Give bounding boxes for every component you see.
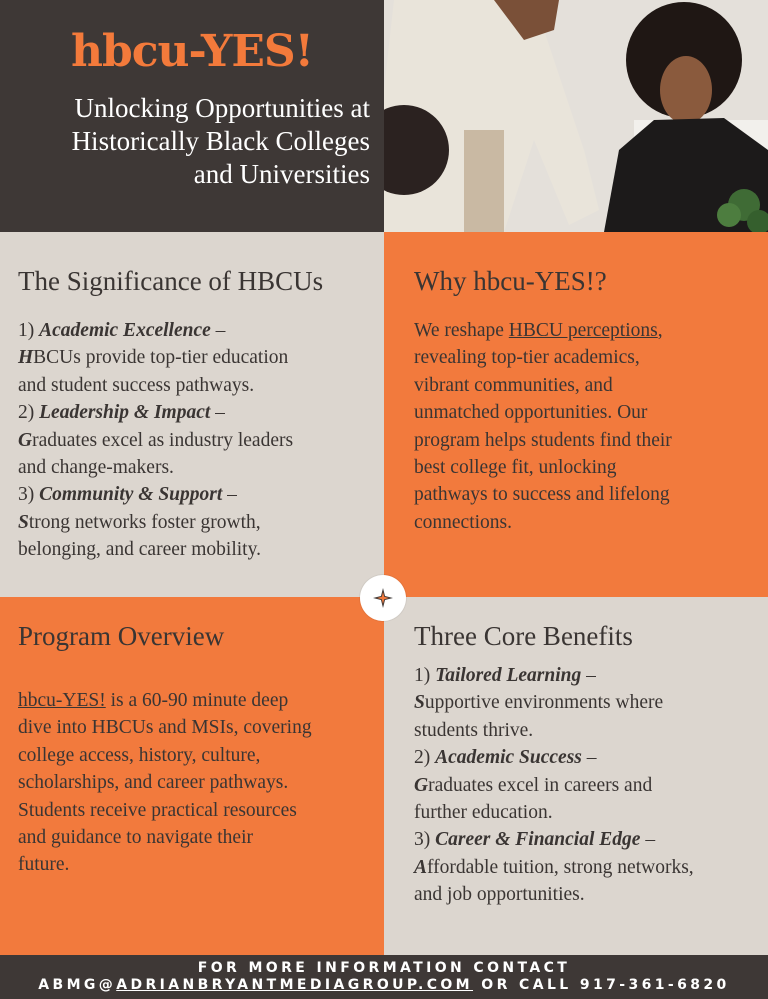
why-text bbox=[414, 317, 764, 536]
footer-line-1: FOR MORE INFORMATION CONTACT bbox=[197, 960, 571, 976]
hbcu-perceptions-link[interactable]: HBCU perceptions bbox=[508, 320, 658, 341]
item-heading: Academic Success bbox=[435, 747, 582, 769]
section-title: Why hbcu-YES!? bbox=[414, 266, 607, 296]
brand-title: hbcu-YES! bbox=[70, 26, 313, 77]
item-dash: – bbox=[210, 320, 226, 341]
overview-line: Students receive practical resources bbox=[18, 799, 297, 821]
item-number: 3) bbox=[414, 829, 436, 851]
item-dash: – bbox=[222, 484, 237, 506]
list-item-text bbox=[414, 772, 764, 799]
list-item-text bbox=[18, 344, 374, 371]
why-line: pathways to success and lifelong bbox=[414, 484, 670, 506]
item-text: raduates excel as industry leaders bbox=[32, 429, 294, 451]
list-item-text bbox=[414, 689, 764, 716]
overview-section bbox=[0, 597, 384, 955]
significance-list bbox=[18, 317, 374, 564]
list-item-text bbox=[18, 509, 374, 536]
item-text: upportive environments where bbox=[424, 692, 664, 714]
item-dash: – bbox=[210, 402, 225, 424]
why-line bbox=[414, 317, 764, 344]
why-line: vibrant communities, and bbox=[414, 374, 613, 396]
footer-line-2 bbox=[0, 977, 768, 994]
hbcu-yes-link[interactable]: hbcu-YES! bbox=[18, 690, 106, 711]
drop-letter: G bbox=[18, 429, 33, 451]
list-item-heading bbox=[414, 826, 764, 853]
overview-first-rest: is a 60-90 minute deep bbox=[105, 690, 289, 711]
item-dash: – bbox=[581, 665, 596, 686]
subtitle-line: and Universities bbox=[193, 159, 370, 189]
drop-letter: G bbox=[414, 774, 429, 796]
why-punct: , bbox=[657, 320, 663, 341]
subtitle-line: Unlocking Opportunities at bbox=[74, 93, 370, 123]
item-heading: Community & Support bbox=[39, 484, 223, 506]
overview-line: college access, history, culture, bbox=[18, 744, 261, 766]
item-dash: – bbox=[640, 829, 656, 851]
section-title: Three Core Benefits bbox=[414, 621, 633, 651]
benefits-list bbox=[414, 662, 764, 909]
list-item-text bbox=[414, 854, 764, 881]
why-lead: We reshape bbox=[414, 320, 509, 341]
why-line: unmatched opportunities. Our bbox=[414, 402, 648, 424]
item-heading: Leadership & Impact bbox=[39, 402, 211, 424]
list-item-heading bbox=[18, 481, 374, 508]
header-panel bbox=[0, 0, 384, 232]
why-section bbox=[384, 232, 768, 597]
section-title: The Significance of HBCUs bbox=[18, 266, 324, 296]
why-line: connections. bbox=[414, 511, 513, 533]
item-number: 1) bbox=[18, 320, 40, 341]
students-photo-illustration bbox=[384, 0, 768, 232]
email-link[interactable]: ADRIANBRYANTMEDIAGROUP.COM bbox=[116, 977, 474, 993]
drop-letter: S bbox=[18, 511, 29, 533]
item-text: BCUs provide top-tier education bbox=[33, 347, 289, 369]
section-title: Program Overview bbox=[18, 621, 225, 651]
overview-line: future. bbox=[18, 854, 70, 876]
list-item-text: and student success pathways. bbox=[18, 374, 255, 396]
item-heading: Academic Excellence bbox=[39, 320, 211, 341]
item-text: raduates excel in careers and bbox=[428, 774, 653, 796]
item-number: 2) bbox=[414, 747, 436, 769]
subtitle bbox=[0, 92, 370, 191]
significance-section bbox=[0, 232, 384, 597]
item-dash: – bbox=[581, 747, 597, 769]
item-number: 3) bbox=[18, 484, 40, 506]
list-item-text: students thrive. bbox=[414, 719, 534, 741]
drop-letter: S bbox=[414, 692, 425, 714]
item-number: 1) bbox=[414, 665, 436, 686]
footer-contact bbox=[0, 955, 768, 999]
drop-letter: A bbox=[414, 856, 428, 878]
item-text: ffordable tuition, strong networks, bbox=[427, 856, 694, 878]
benefits-section bbox=[384, 597, 768, 955]
drop-letter: H bbox=[18, 347, 34, 369]
overview-text bbox=[18, 687, 374, 879]
phone-text: OR CALL 917-361-6820 bbox=[473, 977, 730, 993]
email-prefix: ABMG@ bbox=[38, 977, 117, 993]
list-item-text: and change-makers. bbox=[18, 457, 174, 479]
overview-line: scholarships, and career pathways. bbox=[18, 772, 289, 794]
why-line: revealing top-tier academics, bbox=[414, 347, 640, 369]
item-heading: Career & Financial Edge bbox=[435, 829, 641, 851]
sparkle-icon bbox=[372, 587, 394, 609]
subtitle-line: Historically Black Colleges bbox=[71, 126, 370, 156]
list-item-heading bbox=[18, 317, 374, 344]
why-line: program helps students find their bbox=[414, 429, 672, 451]
item-heading: Tailored Learning bbox=[435, 665, 582, 686]
overview-line: dive into HBCUs and MSIs, covering bbox=[18, 717, 312, 739]
students-photo bbox=[384, 0, 768, 232]
list-item-text: further education. bbox=[414, 802, 553, 824]
why-line: best college fit, unlocking bbox=[414, 457, 617, 479]
overview-line bbox=[18, 687, 374, 714]
list-item-text bbox=[18, 427, 374, 454]
list-item-heading bbox=[414, 662, 764, 689]
list-item-heading bbox=[18, 399, 374, 426]
overview-line: and guidance to navigate their bbox=[18, 827, 253, 849]
list-item-text: belonging, and career mobility. bbox=[18, 539, 261, 561]
list-item-heading bbox=[414, 744, 764, 771]
sparkle-badge bbox=[360, 575, 406, 621]
item-number: 2) bbox=[18, 402, 40, 424]
item-text: trong networks foster growth, bbox=[28, 511, 261, 533]
list-item-text: and job opportunities. bbox=[414, 884, 585, 906]
